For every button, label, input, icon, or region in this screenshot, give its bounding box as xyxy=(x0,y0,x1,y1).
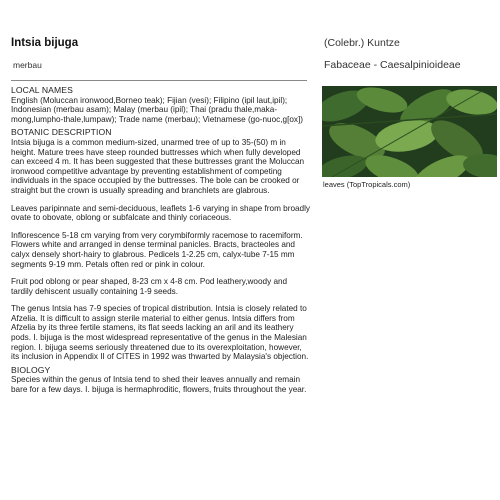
local-names-text: English (Moluccan ironwood,Borneo teak); Fijian (vesi); Filipino (ipil laut,ipil); Indonesian (merbau asam); Malay (merbau (ipil); Thai (pradu thale,maka-mong,lumpho-thale,lumpaw); Trade name (merbau); Vietnamese (go-nuoc,g[ox]) xyxy=(11,95,304,124)
biology-heading: BIOLOGY xyxy=(11,364,51,375)
botanic-paragraph-5: The genus Intsia has 7-9 species of tropical distribution. Intsia is closely related to Afzelia. It is difficult to assign sterile material to either genus. Intsia differs from Afzelia by its three fertile stamens, its flat seeds lacking an aril and its leathery pods. I. bijuga is the most widespread representative of the genus in the Malesian region. I. bijuga seems seriously threatened due to its overexploitation, however, its inclusion in Appendix II of CITES in 1992 was thwarted by Malaysia's objection. xyxy=(11,304,309,362)
botanic-paragraph-2: Leaves paripinnate and semi-deciduous, leaflets 1-6 varying in shape from broadly ovate to obovate, oblong or subfalcate and thinly coriaceous. xyxy=(11,203,311,223)
species-family: Fabaceae - Caesalpinioideae xyxy=(324,59,461,71)
botanic-paragraph-3: Inflorescence 5-18 cm varying from very corymbiformly racemose to racemiform. Flowers white and arranged in dense terminal panicles. Bracts, bracteoles and calyx densely short-hairy to glabrous. Pedicels 1-2.25 cm, calyx-tube 7-15 mm segments 9-19 mm. Petals often red or pink in colour. xyxy=(11,230,303,269)
local-names-heading: LOCAL NAMES xyxy=(11,85,73,95)
common-name: merbau xyxy=(13,60,42,70)
photo-caption: leaves (TopTropicals.com) xyxy=(323,180,411,189)
botanic-paragraph-4: Fruit pod oblong or pear shaped, 8-23 cm x 4-8 cm. Pod leathery,woody and tardily dehiscent usually containing 1-9 seeds. xyxy=(11,277,288,296)
botanic-paragraph-1: Intsia bijuga is a common medium-sized, unarmed tree of up to 35-(50) m in height. Mature trees have steep rounded buttresses which when fully developed can exceed 4 m. It has been suggested that these buttresses grant the Moluccan ironwood competitive advantage by preventing establishment of competing individuals in the space occupied by the buttresses. The bole can be crooked or straight but the crown is usually spreading and branchlets are glabrous. xyxy=(11,137,305,195)
biology-text: Species within the genus of Intsia tend to shed their leaves annually and remain bare for a few days. I. bijuga is hermaphroditic, flowers, fruits throughout the year. xyxy=(11,375,307,395)
leaves-photo xyxy=(322,86,497,177)
header-divider xyxy=(11,80,307,81)
botanic-heading: BOTANIC DESCRIPTION xyxy=(11,127,112,138)
species-author: (Colebr.) Kuntze xyxy=(324,37,400,49)
document-body xyxy=(11,86,311,395)
document-page xyxy=(8,0,492,500)
species-title: Intsia bijuga xyxy=(11,37,79,49)
